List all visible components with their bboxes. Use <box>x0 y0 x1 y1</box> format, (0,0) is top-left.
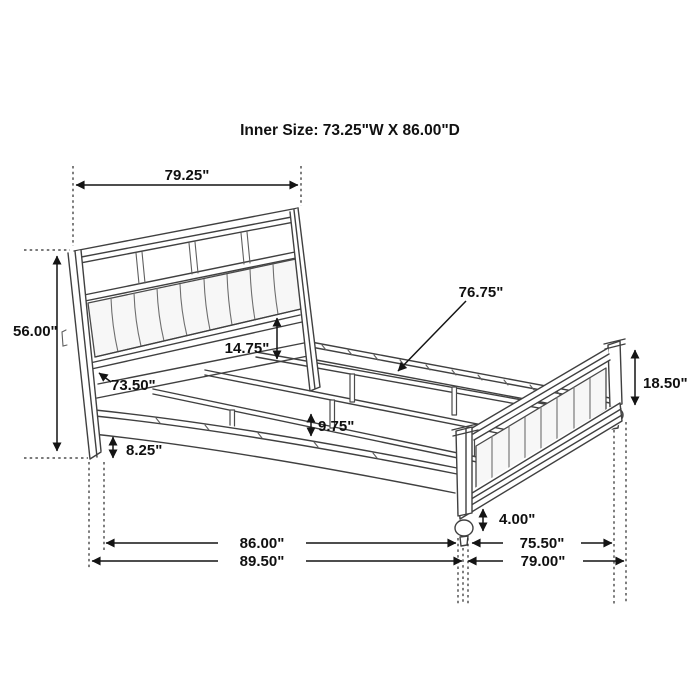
dim-panel-to-rail-gap: 14.75" <box>224 340 270 357</box>
dim-headboard-inner-width: 73.50" <box>111 377 156 394</box>
headboard <box>74 208 309 398</box>
footboard-near-post <box>456 427 472 516</box>
dim-foot-height: 4.00" <box>499 511 536 528</box>
dim-headboard-width: 79.25" <box>164 167 210 184</box>
dim-footboard-inner-width: 75.50" <box>519 535 565 552</box>
dim-footboard-overall-width: 79.00" <box>520 553 566 570</box>
footboard-near-bun-foot <box>455 520 473 536</box>
dim-overall-depth: 89.50" <box>239 553 285 570</box>
dim-headboard-height: 56.00" <box>13 323 58 340</box>
dim-support-leg-height: 9.75" <box>318 418 355 435</box>
dim-inner-depth: 86.00" <box>239 535 285 552</box>
footboard <box>452 339 625 546</box>
dim-footboard-height: 18.50" <box>643 375 688 392</box>
dim-support-rail-length: 76.75" <box>458 284 504 301</box>
dim-rail-floor-clearance: 8.25" <box>126 442 163 459</box>
diagram-title: Inner Size: 73.25"W X 86.00"D <box>240 122 460 139</box>
footboard-far-post <box>608 341 622 407</box>
rail-hook-plate <box>62 330 67 346</box>
